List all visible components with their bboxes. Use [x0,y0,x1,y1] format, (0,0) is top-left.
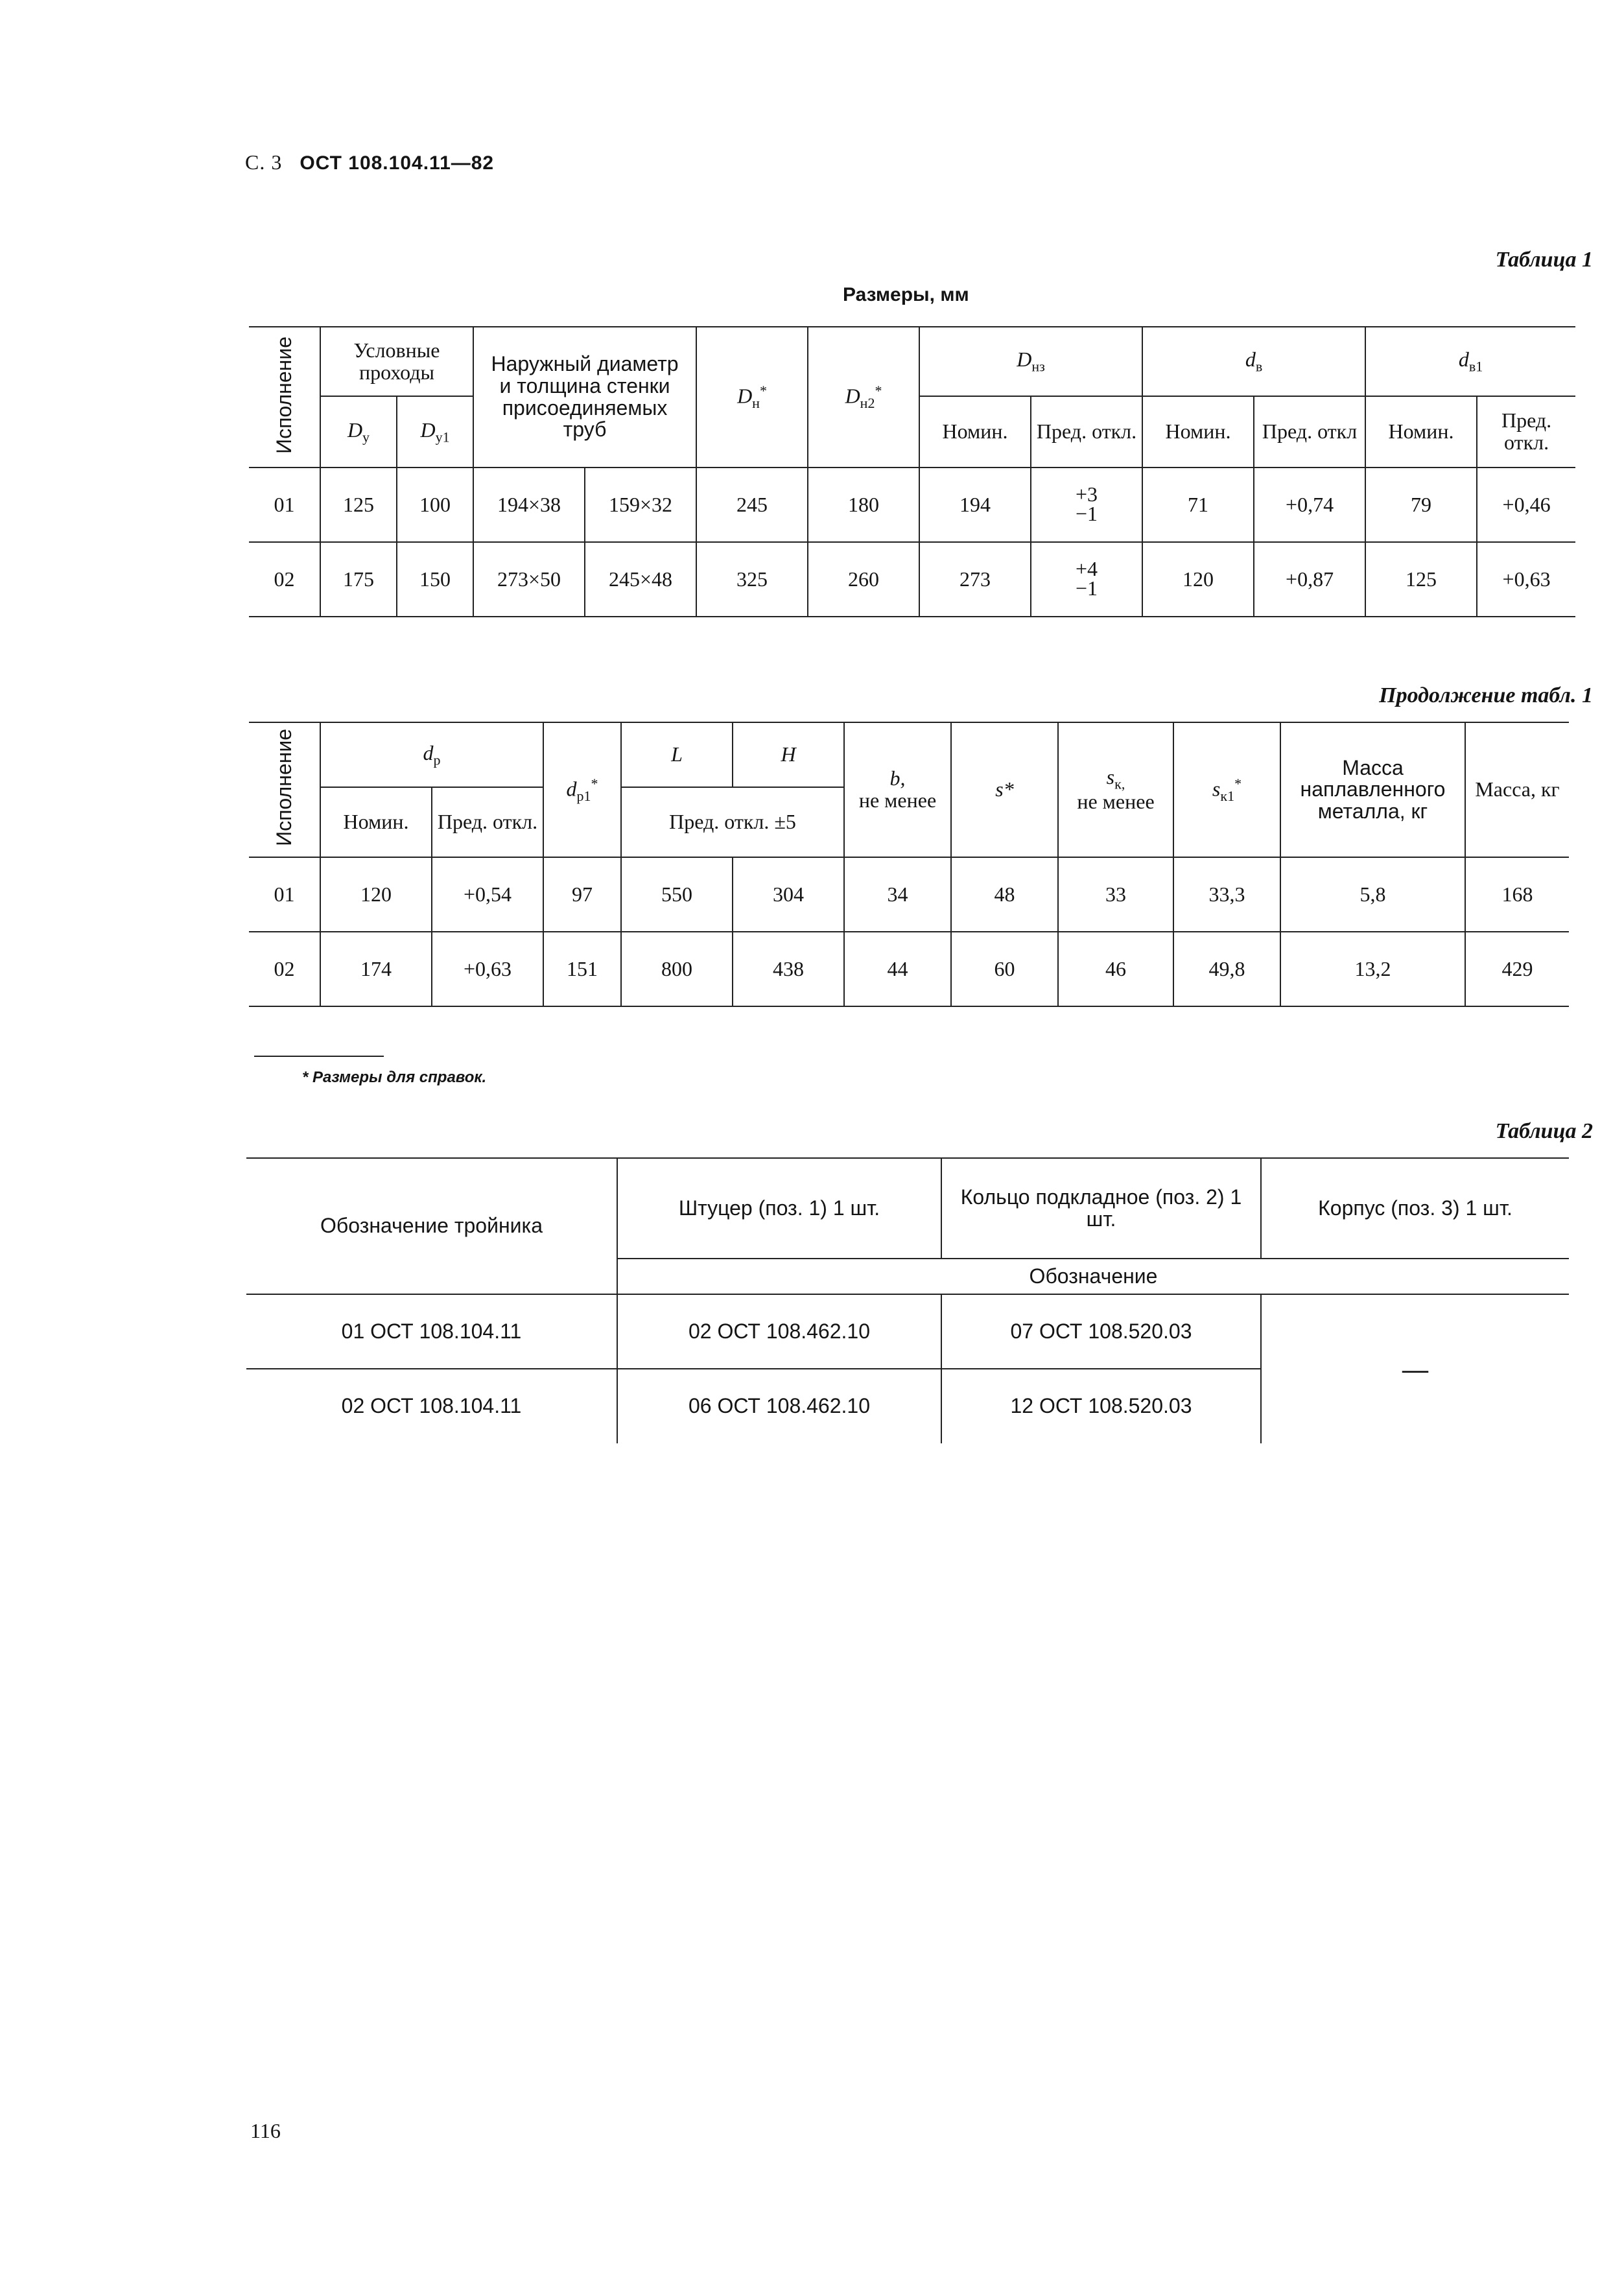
cell-pipe1: 194×38 [473,468,585,542]
cell-dn: 325 [696,542,808,617]
cell-mass: 429 [1465,932,1569,1006]
cell-dp-dev: +0,63 [432,932,543,1006]
cell-dv-dev: +0,74 [1254,468,1365,542]
sk1-header: $s_{к1}^*$ [1173,722,1280,857]
table-row [249,468,1575,542]
cell-dn: 245 [696,468,808,542]
components-table [246,1157,1569,1443]
dp-header: $d_р$ [320,722,543,787]
passes-header: Условные проходы [320,327,473,396]
standard-code: ОСТ 108.104.11—82 [300,152,495,174]
cell-dy: 175 [320,542,397,617]
ring-header: Кольцо подкладное (поз. 2) 1 шт. [941,1158,1261,1259]
cell-dnz-dev [1031,468,1142,542]
cell-tee: 01 ОСТ 108.104.11 [246,1294,617,1369]
cell-dn2: 180 [808,468,919,542]
page-header [245,150,494,174]
body-header: Корпус (поз. 3) 1 шт. [1261,1158,1569,1259]
cell-b: 34 [844,857,951,932]
footnote-divider [254,1056,384,1057]
mass-weld-header: Масса наплавленного металла, кг [1280,722,1465,857]
execution-header: Исполнение [249,327,320,468]
cell-execution: 02 [249,542,320,617]
cell-dp1: 97 [543,857,621,932]
cell-L: 800 [621,932,733,1006]
cell-H: 304 [733,857,844,932]
dnz-header: $D_{нз}$ [919,327,1142,396]
cell-dv1: 79 [1365,468,1477,542]
cell-dv: 71 [1142,468,1254,542]
outer-diameter-header: Наружный диаметр и толщина стенки присоединяемых труб [473,327,696,468]
b-header: b, не менее [844,722,951,857]
mass-header: Масса, кг [1465,722,1569,857]
cell-ring: 07 ОСТ 108.520.03 [941,1294,1261,1369]
dimensions-table [249,326,1575,617]
cell-pipe2: 245×48 [585,542,696,617]
execution-header: Исполнение [249,722,320,857]
cell-dv-dev: +0,87 [1254,542,1365,617]
dv1-nom-header: Номин. [1365,396,1477,468]
cell-b: 44 [844,932,951,1006]
cell-dy1: 100 [397,468,473,542]
dv1-header: $d_{в1}$ [1365,327,1575,396]
footnote: * Размеры для справок. [302,1069,487,1086]
dy1-header: $D_{у1}$ [397,396,473,468]
dv1-dev-header: Пред. откл. [1477,396,1575,468]
cell-pipe2: 159×32 [585,468,696,542]
cell-dnz: 273 [919,542,1031,617]
cell-mass: 168 [1465,857,1569,932]
cell-dnz: 194 [919,468,1031,542]
cell-fitting: 06 ОСТ 108.462.10 [617,1369,941,1443]
dp-nom-header: Номин. [320,787,432,857]
cell-dn2: 260 [808,542,919,617]
cell-L: 550 [621,857,733,932]
cell-dy1: 150 [397,542,473,617]
s-header: s* [951,722,1058,857]
dn-header: $D_н^*$ [696,327,808,468]
cell-sk: 33 [1058,857,1173,932]
cell-execution: 02 [249,932,320,1006]
dev-upper: +3 [1076,482,1098,506]
dev5-header: Пред. откл. ±5 [621,787,844,857]
table1b-caption: Продолжение табл. 1 [1379,683,1593,707]
cell-execution: 01 [249,857,320,932]
cell-sk1: 33,3 [1173,857,1280,932]
dn2-header: $D_{н2}^*$ [808,327,919,468]
dv-header: $d_в$ [1142,327,1365,396]
designation-header: Обозначение [617,1259,1569,1294]
table-row [249,932,1569,1006]
dnz-dev-header: Пред. откл. [1031,396,1142,468]
cell-dv1: 125 [1365,542,1477,617]
H-header: H [733,722,844,787]
dv-dev-header: Пред. откл [1254,396,1365,468]
dv-nom-header: Номин. [1142,396,1254,468]
dy-header: $D_у$ [320,396,397,468]
cell-execution: 01 [249,468,320,542]
page-number: 116 [250,2119,281,2142]
cell-ring: 12 ОСТ 108.520.03 [941,1369,1261,1443]
cell-s: 60 [951,932,1058,1006]
table2-caption: Таблица 2 [1495,1119,1593,1143]
cell-mass-weld: 13,2 [1280,932,1465,1006]
dp-dev-header: Пред. откл. [432,787,543,857]
cell-H: 438 [733,932,844,1006]
cell-dp: 174 [320,932,432,1006]
cell-body-dash: — [1261,1294,1569,1443]
dimensions-table-continued [249,722,1569,1007]
table1-caption: Таблица 1 [1495,248,1593,272]
cell-dv1-dev: +0,46 [1477,468,1575,542]
table-row [249,542,1575,617]
cell-dv1-dev: +0,63 [1477,542,1575,617]
cell-sk1: 49,8 [1173,932,1280,1006]
dp1-header: $d_{р1}^*$ [543,722,621,857]
sk-header: $s_{к,}$ не менее [1058,722,1173,857]
dev-upper: +4 [1076,557,1098,580]
cell-dv: 120 [1142,542,1254,617]
dev-lower: −1 [1076,576,1098,600]
cell-sk: 46 [1058,932,1173,1006]
cell-dp1: 151 [543,932,621,1006]
page-label: С. 3 [245,150,283,174]
cell-dp-dev: +0,54 [432,857,543,932]
dev-lower: −1 [1076,502,1098,526]
cell-dy: 125 [320,468,397,542]
L-header: L [621,722,733,787]
cell-fitting: 02 ОСТ 108.462.10 [617,1294,941,1369]
tee-header: Обозначение тройника [246,1158,617,1294]
dnz-nom-header: Номин. [919,396,1031,468]
cell-dp: 120 [320,857,432,932]
table1-subtitle: Размеры, мм [843,284,969,305]
cell-s: 48 [951,857,1058,932]
cell-tee: 02 ОСТ 108.104.11 [246,1369,617,1443]
cell-pipe1: 273×50 [473,542,585,617]
table-row [246,1294,1569,1369]
fitting-header: Штуцер (поз. 1) 1 шт. [617,1158,941,1259]
table-row [249,857,1569,932]
cell-mass-weld: 5,8 [1280,857,1465,932]
cell-dnz-dev [1031,542,1142,617]
